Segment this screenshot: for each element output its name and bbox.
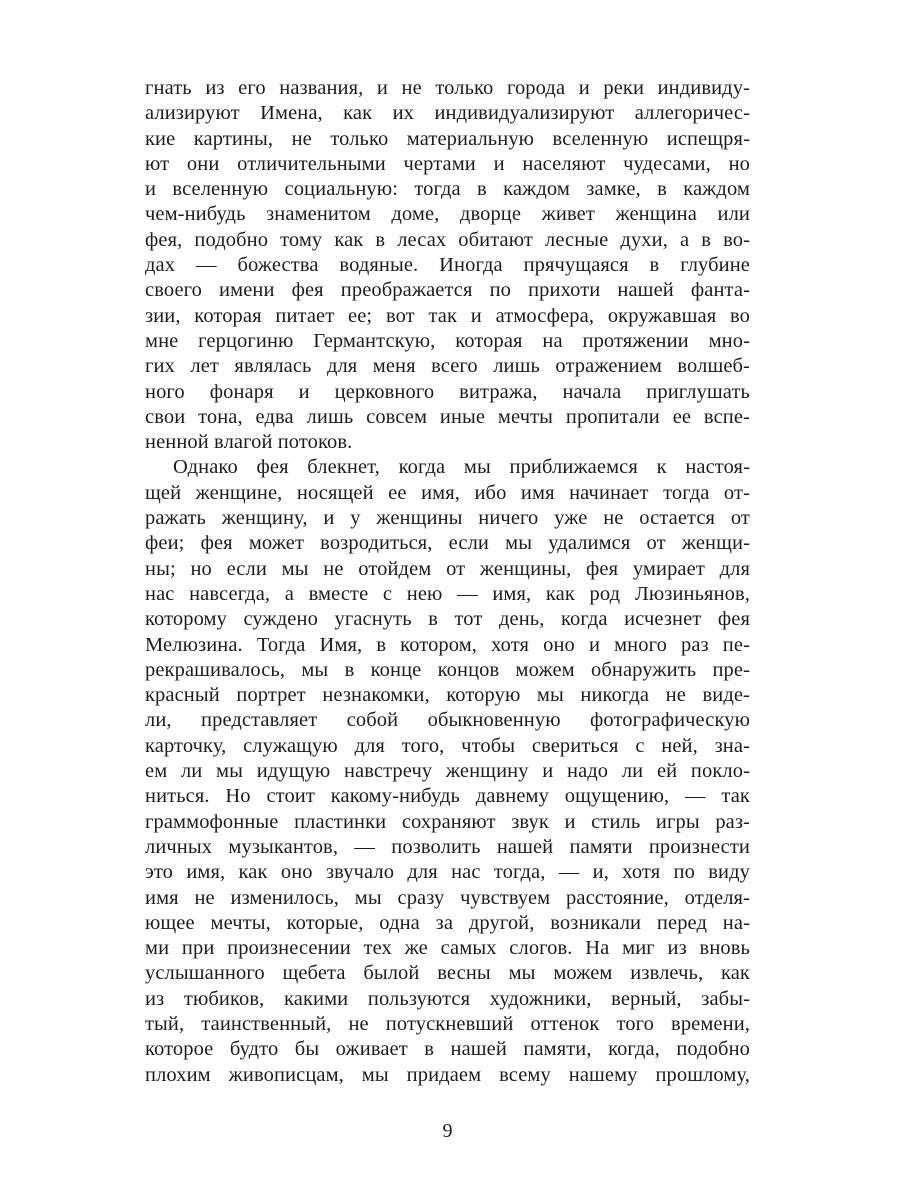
text-line: Однако фея блекнет, когда мы приближаемся к настоя- (173, 456, 750, 479)
text-line: красный портрет незнакомки, которую мы никогда не виде- (145, 684, 750, 707)
text-line: граммофонные пластинки сохраняют звук и стиль игры раз- (145, 810, 750, 833)
page-number: 9 (442, 1120, 453, 1142)
text-line: кие картины, не только материальную вселенную испещря- (145, 127, 750, 150)
text-line: гих лет являлась для меня всего лишь отражением волшеб- (145, 355, 750, 378)
text-line: ражать женщину, и у женщины ничего уже не остается от (145, 507, 750, 530)
text-line: ненной влагой потоков. (145, 431, 353, 454)
text-line: ли, представляет собой обыкновенную фотографическую (145, 709, 750, 732)
paragraph (145, 455, 750, 1087)
text-line: ны; но если мы не отойдем от женщины, фея умирает для (145, 557, 750, 580)
text-line: своего имени фея преображается по прихоти нашей фанта- (145, 279, 750, 302)
text-line: нас навсегда, а вместе с нею — имя, как род Люзиньянов, (145, 582, 750, 605)
text-line: ющее мечты, которые, одна за другой, возникали перед на- (145, 911, 750, 934)
text-line: из тюбиков, какими пользуются художники, верный, забы- (145, 987, 750, 1010)
paragraph (145, 76, 750, 455)
text-line: феи; фея может возродиться, если мы удалимся от женщи- (145, 532, 750, 555)
text-line: это имя, как оно звучало для нас тогда, — и, хотя по виду (145, 861, 750, 884)
text-line: рекрашивалось, мы в конце концов можем обнаружить пре- (145, 658, 750, 681)
text-line: тый, таинственный, не потускневший оттенок того времени, (145, 1012, 750, 1035)
text-line: мне герцогиню Германтскую, которая на протяжении мно- (145, 329, 750, 352)
text-block (145, 76, 750, 1088)
text-line: личных музыкантов, — позволить нашей памяти произнести (145, 835, 750, 858)
text-line: свои тона, едва лишь совсем иные мечты пропитали ее вспе- (145, 405, 750, 428)
text-line: которое будто бы оживает в нашей памяти, когда, подобно (145, 1038, 750, 1061)
text-line: услышанного щебета былой весны мы можем извлечь, как (145, 962, 750, 985)
text-line: имя не изменилось, мы сразу чувствуем расстояние, отделя- (145, 886, 750, 909)
text-line: фея, подобно тому как в лесах обитают лесные духи, а в во- (145, 228, 750, 251)
text-line: Мелюзина. Тогда Имя, в котором, хотя оно и много раз пе- (145, 633, 750, 656)
text-line: плохим живописцам, мы придаем всему нашему прошлому, (145, 1063, 750, 1086)
text-line: гнать из его названия, и не только города и реки индивиду- (145, 77, 750, 99)
text-line: и вселенную социальную: тогда в каждом замке, в каждом (145, 178, 750, 201)
text-line: зии, которая питает ее; вот так и атмосфера, окружавшая во (145, 304, 750, 327)
text-line: ем ли мы идущую навстречу женщину и надо ли ей покло- (145, 760, 750, 783)
text-line: ниться. Но стоит какому-нибудь давнему ощущению, — так (145, 785, 750, 808)
text-line: ют они отличительными чертами и населяют чудесами, но (145, 152, 750, 175)
text-line: ализируют Имена, как их индивидуализируют аллегоричес- (145, 102, 750, 125)
text-line: карточку, служащую для того, чтобы свериться с ней, зна- (145, 734, 750, 757)
text-line: ми при произнесении тех же самых слогов. На миг из вновь (145, 937, 750, 960)
text-line: щей женщине, носящей ее имя, ибо имя начинает тогда от- (145, 481, 750, 504)
text-line: чем-нибудь знаменитом доме, дворце живет женщина или (145, 203, 750, 226)
text-line: ного фонаря и церковного витража, начала приглушать (145, 380, 750, 403)
text-line: дах — божества водяные. Иногда прячущаяся в глубине (145, 254, 750, 277)
text-line: которому суждено угаснуть в тот день, когда исчезнет фея (145, 608, 750, 631)
